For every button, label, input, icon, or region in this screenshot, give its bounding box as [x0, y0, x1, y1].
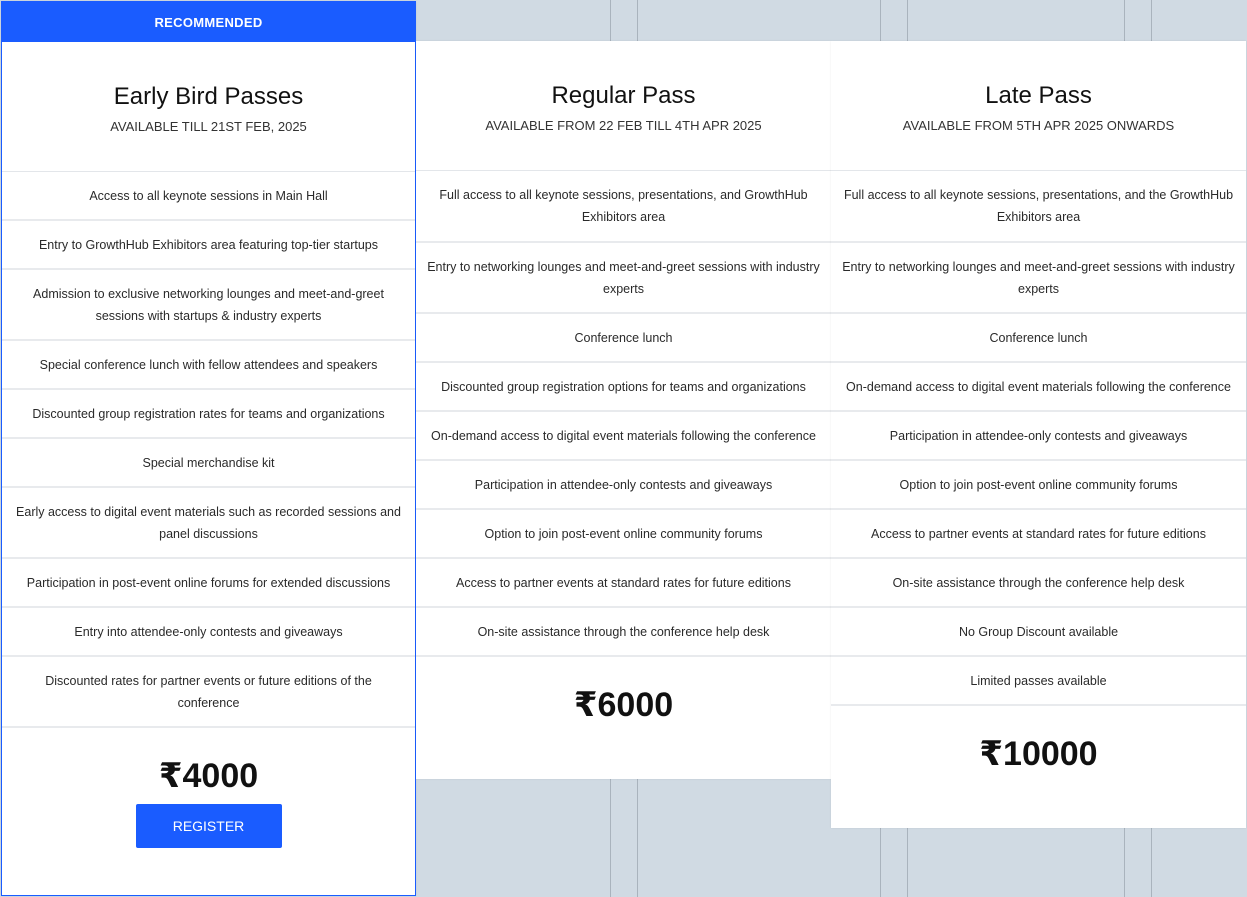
feature-item: Participation in attendee-only contests and giveaways — [831, 412, 1246, 461]
pricing-card-regular — [416, 41, 831, 779]
feature-item: Conference lunch — [416, 314, 831, 363]
plan-title: Early Bird Passes — [113, 83, 304, 110]
feature-item: Entry into attendee-only contests and giveaways — [2, 608, 415, 657]
recommended-badge: RECOMMENDED — [2, 2, 415, 42]
feature-item: Conference lunch — [831, 314, 1246, 363]
feature-item: Access to partner events at standard rates for future editions — [416, 559, 831, 608]
plan-price: ₹10000 — [979, 735, 1098, 773]
plan-title: Regular Pass — [551, 82, 696, 109]
plan-title: Late Pass — [985, 82, 1092, 109]
feature-item: Participation in attendee-only contests and giveaways — [416, 461, 831, 510]
plan-availability: AVAILABLE TILL 21ST FEB, 2025 — [110, 119, 307, 134]
feature-item: Entry to networking lounges and meet-and-greet sessions with industry experts — [831, 243, 1246, 314]
feature-item: Option to join post-event online community forums — [831, 461, 1246, 510]
plan-availability: AVAILABLE FROM 22 FEB TILL 4TH APR 2025 — [485, 118, 762, 133]
pricing-card-early-bird — [1, 1, 416, 896]
plan-price: ₹4000 — [158, 757, 259, 795]
feature-item: Option to join post-event online community forums — [416, 510, 831, 559]
feature-item: Discounted group registration rates for teams and organizations — [2, 390, 415, 439]
feature-item: No Group Discount available — [831, 608, 1246, 657]
feature-item: Entry to networking lounges and meet-and-greet sessions with industry experts — [416, 243, 831, 314]
feature-item: Full access to all keynote sessions, presentations, and GrowthHub Exhibitors area — [416, 171, 831, 243]
feature-item: Limited passes available — [831, 657, 1246, 706]
pricing-card-late — [831, 41, 1246, 828]
feature-item: On-site assistance through the conference help desk — [416, 608, 831, 657]
plan-availability: AVAILABLE FROM 5TH APR 2025 ONWARDS — [902, 118, 1175, 133]
feature-item: On-demand access to digital event materials following the conference — [831, 363, 1246, 412]
feature-item: Special merchandise kit — [2, 439, 415, 488]
feature-item: Entry to GrowthHub Exhibitors area featuring top-tier startups — [2, 221, 415, 270]
feature-item: Discounted rates for partner events or future editions of the conference — [2, 657, 415, 728]
feature-item: Participation in post-event online forums for extended discussions — [2, 559, 415, 608]
feature-item: Admission to exclusive networking lounges and meet-and-greet sessions with startups & industry experts — [2, 270, 415, 341]
feature-item: Discounted group registration options for teams and organizations — [416, 363, 831, 412]
feature-item: Access to partner events at standard rates for future editions — [831, 510, 1246, 559]
feature-item: Full access to all keynote sessions, presentations, and the GrowthHub Exhibitors area — [831, 171, 1246, 243]
feature-item: Early access to digital event materials such as recorded sessions and panel discussions — [2, 488, 415, 559]
feature-item: Access to all keynote sessions in Main Hall — [2, 172, 415, 221]
plan-header — [2, 42, 415, 172]
feature-item: On-site assistance through the conference help desk — [831, 559, 1246, 608]
plan-header — [416, 41, 831, 171]
register-button[interactable]: REGISTER — [136, 804, 282, 848]
feature-item: On-demand access to digital event materials following the conference — [416, 412, 831, 461]
plan-price: ₹6000 — [573, 686, 674, 724]
feature-item: Special conference lunch with fellow attendees and speakers — [2, 341, 415, 390]
plan-header — [831, 41, 1246, 171]
